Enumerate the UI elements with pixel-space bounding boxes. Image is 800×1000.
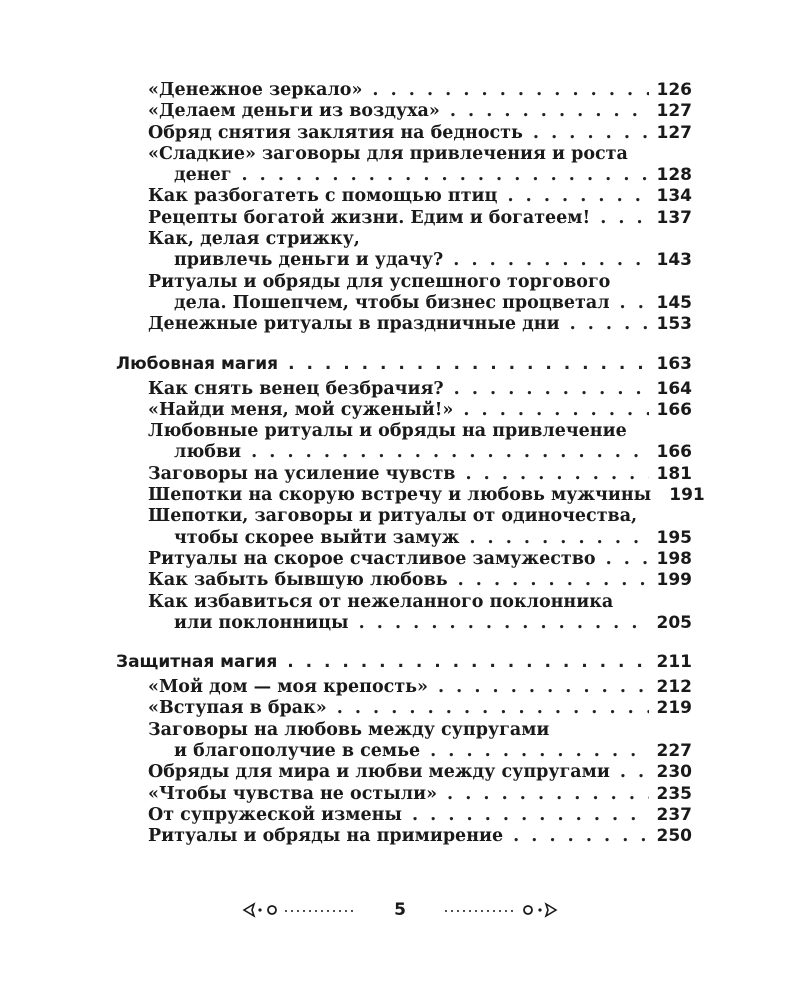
entry-page-number: 143 — [656, 250, 692, 271]
dot-leader — [620, 762, 649, 783]
entry-title-line: «Денежное зеркало» — [148, 80, 363, 100]
dot-leader — [372, 80, 648, 101]
entry-title-line: Любовные ритуалы и обряды на привлечение — [148, 421, 627, 442]
entry-title-line: Шепотки, заговоры и ритуалы от одиночества, — [148, 506, 638, 527]
entry-page-number: 195 — [656, 527, 692, 548]
entry-page-number: 145 — [656, 292, 692, 313]
entry-page-number: 230 — [656, 762, 692, 783]
left-ornament-icon — [242, 902, 372, 918]
toc-entry — [148, 208, 692, 229]
entry-page-number: 198 — [656, 548, 692, 569]
section-title: Любовная магия — [116, 353, 279, 374]
entry-page-number: 237 — [656, 804, 692, 825]
dot-leader — [412, 805, 649, 826]
dot-leader — [465, 464, 648, 485]
entry-page-number: 164 — [656, 378, 692, 399]
page-number: 5 — [394, 900, 406, 920]
toc-entry — [148, 762, 692, 783]
entry-title-line: Как избавиться от нежеланного поклонника — [148, 591, 614, 612]
entry-title-line: Денежные ритуалы в праздничные дни — [148, 314, 560, 335]
dot-leader — [458, 570, 649, 591]
section-page-number: 163 — [656, 353, 692, 374]
right-ornament-icon — [428, 902, 558, 918]
entry-title-line: дела. Пошепчем, чтобы бизнес процветал — [174, 292, 610, 313]
dot-leader — [606, 549, 649, 570]
entry-title-line: Как, делая стрижку, — [148, 229, 360, 250]
dot-leader — [570, 314, 649, 335]
entry-page-number: 127 — [656, 122, 692, 143]
entry-page-number: 126 — [656, 80, 692, 100]
entry-title-line: «Мой дом — моя крепость» — [148, 677, 428, 698]
toc-entry — [148, 549, 692, 570]
entry-page-number: 191 — [669, 485, 705, 506]
toc-entry — [148, 80, 692, 101]
toc-entry — [148, 421, 692, 464]
dot-leader — [507, 186, 648, 207]
toc-entry — [148, 698, 692, 719]
toc-entry — [148, 570, 692, 591]
dot-leader — [359, 613, 649, 634]
toc-entry — [148, 144, 692, 187]
entry-page-number: 181 — [656, 463, 692, 484]
toc-entry — [148, 186, 692, 207]
dot-leader — [447, 784, 648, 805]
entry-title-line: Ритуалы и обряды на примирение — [148, 826, 504, 847]
entry-title-line: и благополучие в семье — [174, 741, 421, 762]
dot-leader — [438, 677, 649, 698]
dot-leader — [620, 293, 649, 314]
entry-title-line: Как снять венец безбрачия? — [148, 378, 444, 399]
entry-title-line: Как забыть бывшую любовь — [148, 570, 448, 591]
section-page-number: 211 — [656, 652, 692, 673]
dot-leader — [287, 651, 648, 673]
toc-entry — [148, 464, 692, 485]
toc-entry — [148, 826, 692, 847]
entry-page-number: 199 — [656, 570, 692, 591]
dot-leader — [251, 442, 648, 463]
entry-title-line: Обряды для мира и любви между супругами — [148, 762, 610, 783]
entry-page-number: 250 — [656, 826, 692, 847]
toc-entry — [148, 272, 692, 315]
dot-leader — [430, 741, 648, 762]
section-title: Защитная магия — [116, 652, 278, 673]
dot-leader — [337, 698, 649, 719]
entry-title-line: денег — [174, 165, 232, 186]
toc-entry — [148, 506, 692, 549]
entry-title-line: Рецепты богатой жизни. Едим и богатеем! — [148, 207, 591, 228]
toc-entry — [148, 720, 692, 763]
entry-title-line: Заговоры на усиление чувств — [148, 463, 456, 484]
entry-title-line: «Вступая в брак» — [148, 698, 327, 719]
entry-title-line: привлечь деньги и удачу? — [174, 250, 444, 271]
toc-entry — [148, 485, 705, 506]
table-of-contents — [116, 80, 705, 848]
dot-leader — [533, 123, 649, 144]
entry-page-number: 153 — [656, 314, 692, 335]
entry-page-number: 219 — [656, 698, 692, 719]
page-footer — [0, 900, 800, 922]
dot-leader — [450, 101, 649, 122]
entry-page-number: 212 — [656, 677, 692, 698]
dot-leader — [241, 165, 648, 186]
entry-page-number: 166 — [656, 399, 692, 420]
entry-title-line: Ритуалы и обряды для успешного торгового — [148, 271, 611, 292]
dot-leader — [288, 353, 648, 375]
toc-entry — [148, 229, 692, 272]
entry-title-line: или поклонницы — [174, 612, 349, 633]
entry-page-number: 127 — [656, 101, 692, 122]
toc-entry — [148, 123, 692, 144]
entry-title-line: Ритуалы на скорое счастливое замужество — [148, 548, 596, 569]
section-heading — [116, 651, 692, 673]
dot-leader — [513, 826, 648, 847]
entry-page-number: 137 — [656, 207, 692, 228]
dot-leader — [469, 528, 648, 549]
toc-entry — [148, 379, 692, 400]
entry-title-line: Заговоры на любовь между супругами — [148, 719, 550, 740]
toc-entry — [148, 592, 692, 635]
entry-title-line: «Найди меня, мой суженый!» — [148, 399, 454, 420]
toc-entry — [148, 784, 692, 805]
dot-leader — [463, 400, 648, 421]
entry-title-line: «Чтобы чувства не остыли» — [148, 783, 438, 804]
entry-title-line: любви — [174, 442, 242, 463]
toc-entry — [148, 314, 692, 335]
section-heading — [116, 353, 692, 375]
toc-entry — [148, 400, 692, 421]
dot-leader — [454, 379, 649, 400]
entry-title-line: От супружеской измены — [148, 804, 402, 825]
entry-title-line: «Делаем деньги из воздуха» — [148, 101, 440, 122]
entry-title-line: Как разбогатеть с помощью птиц — [148, 186, 498, 207]
dot-leader — [453, 250, 648, 271]
entry-page-number: 227 — [656, 741, 692, 762]
entry-page-number: 166 — [656, 442, 692, 463]
toc-entry — [148, 677, 692, 698]
toc-entry — [148, 101, 692, 122]
entry-page-number: 134 — [656, 186, 692, 207]
entry-title-line: Обряд снятия заклятия на бедность — [148, 122, 523, 143]
dot-leader — [600, 208, 648, 229]
entry-title-line: «Сладкие» заговоры для привлечения и роста — [148, 143, 628, 164]
entry-page-number: 128 — [656, 165, 692, 186]
entry-page-number: 205 — [656, 612, 692, 633]
entry-title-line: Шепотки на скорую встречу и любовь мужчины — [148, 485, 652, 506]
entry-title-line: чтобы скорее выйти замуж — [174, 527, 460, 548]
toc-entry — [148, 805, 692, 826]
entry-page-number: 235 — [656, 783, 692, 804]
